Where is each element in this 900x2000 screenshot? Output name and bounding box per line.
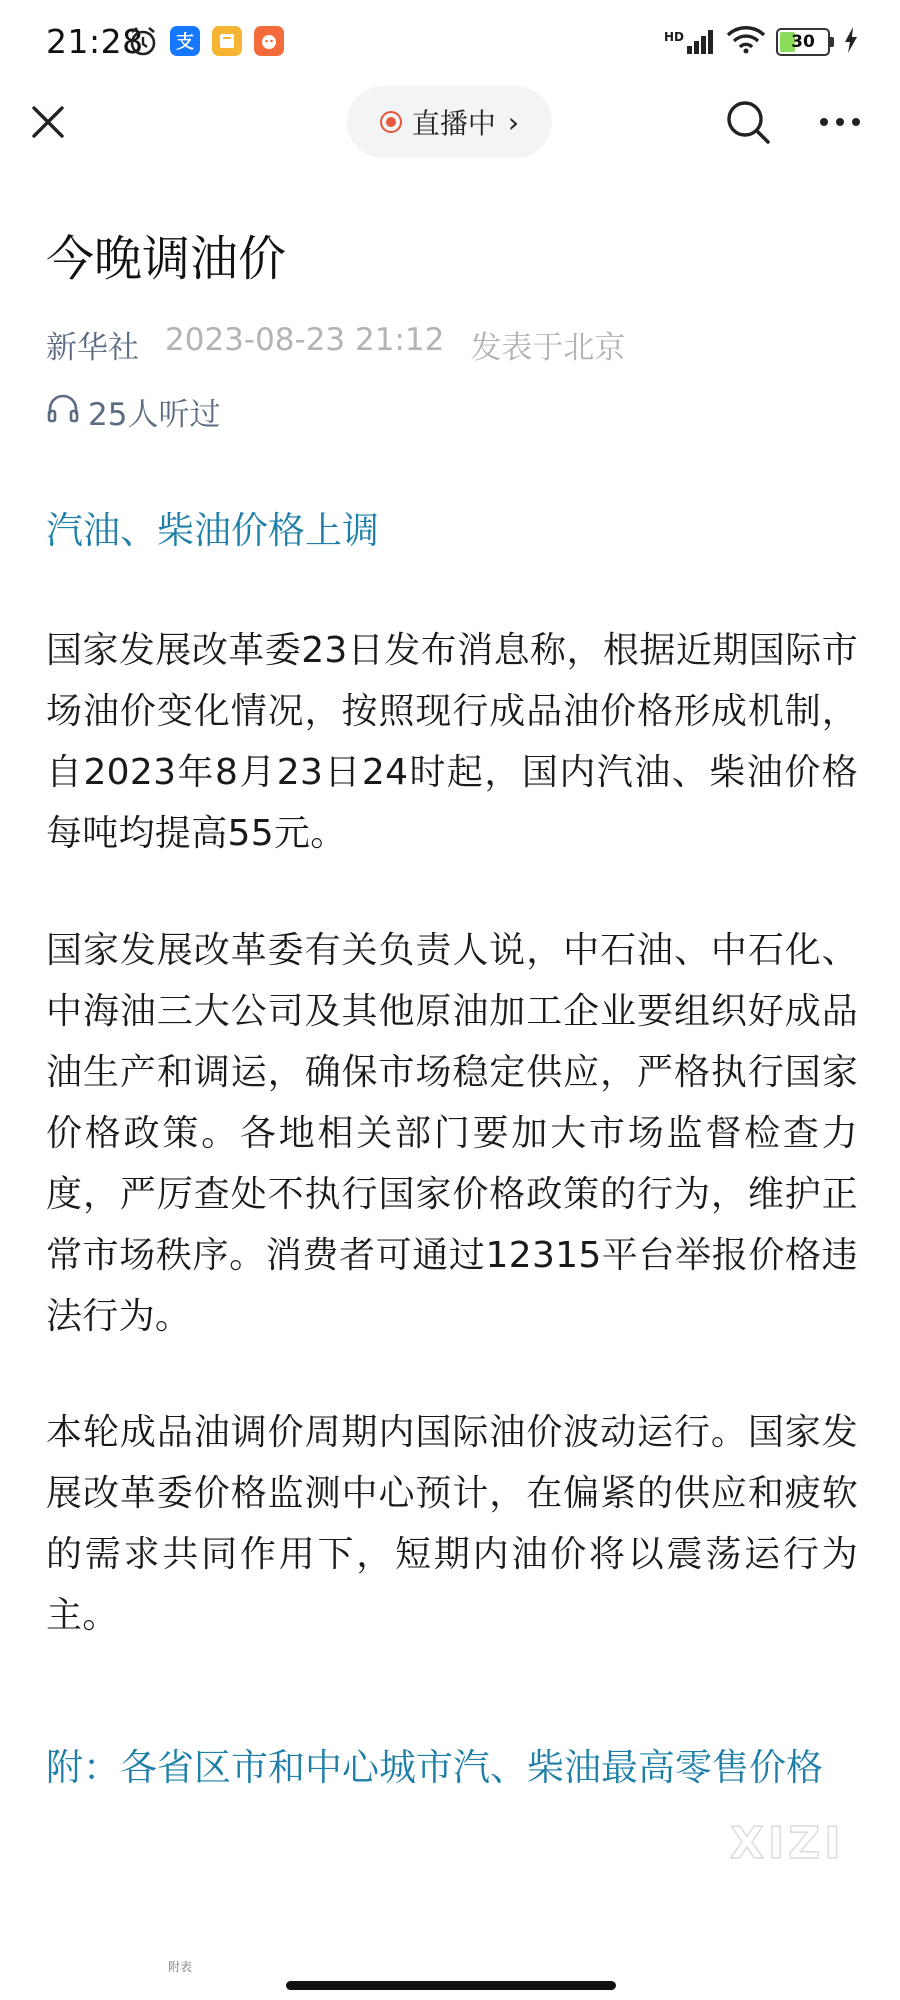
more-options-button[interactable] bbox=[816, 102, 864, 142]
wifi-icon bbox=[726, 26, 766, 58]
article-meta bbox=[46, 322, 625, 367]
close-button[interactable] bbox=[26, 100, 70, 144]
headphones-icon bbox=[46, 392, 80, 432]
notes-app-icon bbox=[212, 26, 242, 56]
alipay-icon: 支 bbox=[170, 26, 200, 56]
charging-icon bbox=[844, 27, 858, 57]
status-bar bbox=[0, 0, 900, 86]
top-nav bbox=[0, 86, 900, 158]
chevron-right-icon: › bbox=[507, 105, 520, 139]
live-label: 直播中 bbox=[411, 107, 496, 140]
live-dot-icon bbox=[380, 111, 402, 133]
listen-count-text: 25人听过 bbox=[88, 397, 221, 433]
status-time: 21:28 bbox=[46, 22, 144, 61]
article-datetime: 2023-08-23 21:12 bbox=[165, 322, 445, 358]
watermark: XIZI bbox=[730, 1818, 845, 1869]
article-title: 今晚调油价 bbox=[46, 231, 287, 287]
paragraph: 国家发展改革委有关负责人说，中石油、中石化、中海油三大公司及其他原油加工企业要组织好成品油生产和调运，确保市场稳定供应，严格执行国家价格政策。各地相关部门要加大市场监督检查力度，严厉查处不执行国家价格政策的行为，维护正常市场秩序。消费者可通过12315平台举报价格违法行为。 bbox=[46, 930, 858, 1337]
battery-icon bbox=[776, 28, 834, 56]
search-button[interactable] bbox=[724, 98, 772, 146]
article-location: 发表于北京 bbox=[470, 330, 626, 366]
network-type: HD bbox=[663, 30, 684, 44]
listen-count[interactable] bbox=[46, 389, 220, 434]
live-button[interactable] bbox=[347, 86, 552, 158]
appendix-heading[interactable]: 附：各省区市和中心城市汽、柴油最高零售价格 bbox=[46, 1746, 823, 1789]
paragraph: 国家发展改革委23日发布消息称，根据近期国际市场油价变化情况，按照现行成品油价格形成机制，自2023年8月23日24时起，国内汽油、柴油价格每吨均提高55元。 bbox=[46, 630, 858, 854]
paragraph: 本轮成品油调价周期内国际油价波动运行。国家发展改革委价格监测中心预计，在偏紧的供应和疲软的需求共同作用下，短期内油价将以震荡运行为主。 bbox=[46, 1412, 858, 1636]
battery-level: 30 bbox=[791, 32, 815, 52]
caption: 附表 bbox=[168, 1960, 193, 1974]
section-heading: 汽油、柴油价格上调 bbox=[46, 509, 379, 552]
article-source[interactable]: 新华社 bbox=[46, 330, 139, 366]
taobao-icon bbox=[254, 26, 284, 56]
system-status bbox=[664, 26, 858, 58]
notification-icons bbox=[128, 26, 284, 62]
signal-icon bbox=[664, 30, 716, 54]
alarm-icon bbox=[128, 26, 158, 62]
home-indicator[interactable] bbox=[286, 1981, 616, 1990]
